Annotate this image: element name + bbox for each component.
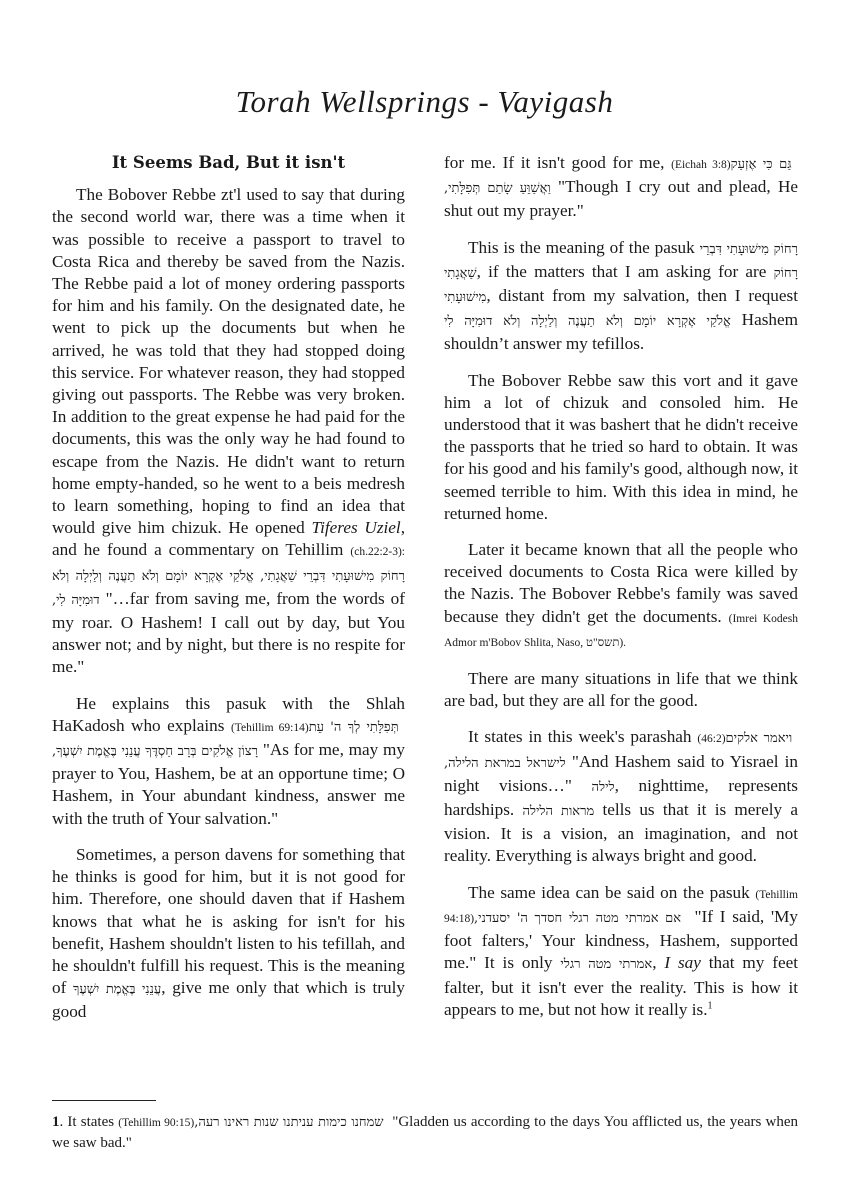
text: , if the matters that I am asking for are bbox=[476, 261, 774, 281]
footnote-divider bbox=[52, 1100, 156, 1101]
paragraph bbox=[52, 844, 405, 1024]
hebrew-quote: רָחוֹק מִישׁוּעָתִי דִּבְרֵי שַׁאֲגָתִי bbox=[444, 241, 798, 281]
hebrew-quote: אֱלֹקַי אֶקְרָא יוֹמָם וְלֹא תַעֲנֶה וְלַיְלָה וְלֹא דוּמִיָּה לִי bbox=[444, 314, 731, 330]
hebrew-quote: תְּפִלָּתִי לְךָ ה' עֵת רָצוֹן אֱלֹקִים בְּרָב חַסְדֶּךָ עֲנֵנִי בֶּאֱמֶת יִשְׁעֶךָ, bbox=[52, 719, 405, 760]
text: "Gladden us according to the days You afflicted us, the years when we saw bad." bbox=[52, 1114, 799, 1151]
hebrew-quote: רָחוֹק מִישׁוּעָתִי דִּבְרֵי שַׁאֲגָתִי, אֱלֹקַי אֶקְרָא יוֹמָם וְלֹא תַעֲנֶה וְלַיְלָה וְלֹא דוּמִיָּה לִי, bbox=[52, 568, 405, 608]
text: "…far from saving me, from the words of my roar. O Hashem! I call out by day, but You answer not; and by night, but there is no respite for me." bbox=[52, 588, 405, 677]
hebrew-quote: רָחוֹק מִישׁוּעָתִי bbox=[444, 265, 798, 306]
text: tells us that it is merely a vision. It is a vision, an imagination, and not reality. Everything is always bright and good. bbox=[444, 800, 799, 866]
emphasis: I say bbox=[664, 953, 701, 973]
text: "If I said, 'My foot falters,' Your kindness, Hashem, supported me." It is only bbox=[444, 906, 798, 973]
hebrew-quote: שמחנו כימות עניתנו שנות ראינו רעה, bbox=[194, 1115, 389, 1130]
source-citation: (Eichah 3:8) bbox=[671, 159, 731, 171]
text: Later it became known that all the people who received documents to Costa Rica were killed by the Nazis. The Bobover Rebbe's family was saved because they didn't get the documents. bbox=[444, 540, 798, 626]
paragraph bbox=[444, 539, 798, 654]
paragraph bbox=[52, 184, 405, 678]
section-heading: It Seems Bad, But it isn't bbox=[111, 153, 346, 172]
paragraph bbox=[444, 882, 798, 1021]
text: The same idea can be said on the pasuk bbox=[468, 882, 756, 902]
hebrew-quote: לילה bbox=[591, 779, 615, 795]
paragraph bbox=[444, 237, 798, 356]
paragraph bbox=[444, 152, 798, 223]
source-citation: (Tehillim 90:15) bbox=[118, 1117, 195, 1129]
hebrew-quote: ויאמר אלקים לישראל במראת הלילה, bbox=[444, 731, 798, 771]
text: , and he found a commentary on Tehillim bbox=[52, 518, 405, 560]
left-column bbox=[52, 152, 405, 1038]
text: He explains this pasuk with the Shlah HaKadosh who explains bbox=[52, 693, 405, 735]
text: The Bobover Rebbe zt'l used to say that during the second world war, there was a time when it was possible to receive a passport to travel to Costa Rica and thereby be saved from the Nazis. The Rebbe paid a lot of money ordering passports for him and his family. On the designated date, he went to pick up the documents but when he arrived, he was told that they had stopped doing this service. For whatever reason, they had stopped giving out passports. The Rebbe was very broken. In addition to the great expense he had paid for the documents, this was the only way he had found to escape from the Nazis. He didn't want to return home empty-handed, so he went to a beis medresh to learn something, hoping to find an idea that would give him chizuk. He opened bbox=[52, 185, 405, 538]
source-citation: (Tehillim 69:14) bbox=[230, 721, 309, 734]
text: "As for me, may my prayer to You, Hashem, be at an opportune time; O Hashem, in Your abundant kindness, answer me with the truth of Your salvation." bbox=[52, 740, 406, 828]
hebrew-quote: מראות הלילה bbox=[522, 804, 595, 820]
text: , nighttime, represents hardships. bbox=[444, 775, 798, 820]
text: . It states bbox=[59, 1114, 119, 1130]
text: that my feet falter, but it isn't ever the reality. This is how it appears to me, but not how it really is. bbox=[444, 953, 798, 1019]
text: , bbox=[652, 953, 665, 973]
paragraph bbox=[52, 693, 405, 830]
text: "And Hashem said to Yisrael in night visions…" bbox=[444, 751, 798, 795]
footnote-number: 1 bbox=[52, 1114, 60, 1130]
hebrew-quote: אמרתי מטה רגלי bbox=[560, 957, 653, 973]
paragraph: There are many situations in life that we think are bad, but they are all for the good. bbox=[444, 669, 798, 711]
source-citation: (Tehillim 94:18) bbox=[444, 888, 798, 925]
text: "Though I cry out and plead, He shut out my prayer." bbox=[444, 177, 798, 221]
right-column bbox=[444, 152, 798, 1035]
text: Hashem shouldn’t answer my tefillos. bbox=[444, 310, 798, 354]
text: Sometimes, a person davens for something that he thinks is good for him, but it is not good for him. Therefore, one should daven that if Hashem knows that what he is asking for isn't for his benefit, Hashem shouldn't listen to his tefillah, and he shouldn't fulfill his request. This is the meaning of bbox=[52, 844, 405, 998]
text: , distant from my salvation, then I request bbox=[486, 286, 798, 306]
page-title: Torah Wellsprings - Vayigash bbox=[235, 84, 614, 119]
text: , give me only that which is truly good bbox=[52, 978, 405, 1022]
source-citation: (Imrei Kodesh Admor m'Bobov Shlita, Naso, תשס"ט). bbox=[444, 612, 798, 649]
footnote bbox=[52, 1112, 798, 1153]
paragraph bbox=[444, 726, 798, 867]
text: for me. If it isn't good for me, bbox=[444, 153, 672, 172]
hebrew-quote: עֲנֵנִי בֶּאֱמֶת יִשְׁעֶךָ bbox=[72, 982, 162, 998]
source-citation: (46:2) bbox=[697, 733, 726, 746]
text: This is the meaning of the pasuk bbox=[468, 237, 700, 257]
hebrew-quote: גַּם כִּי אֶזְעַק וַאֲשַׁוֵּעַ שָׂתַם תְּפִלָּתִי, bbox=[444, 157, 798, 197]
footnote-ref[interactable]: 1 bbox=[707, 999, 713, 1011]
hebrew-quote: אם אמרתי מטה רגלי חסדך ה' יסעדני, bbox=[474, 910, 688, 926]
source-citation: (ch.22:2-3): bbox=[350, 546, 405, 559]
paragraph: The Bobover Rebbe saw this vort and it gave him a lot of chizuk and consoled him. He understood that it was bashert that he didn't receive the passports that he tried so hard to obtain. It was for his good and his family's good, although now, it seemed terrible to him. With this idea in mind, he returned home. bbox=[444, 370, 798, 523]
text: It states in this week's parashah bbox=[468, 727, 698, 747]
book-title: Tiferes Uziel bbox=[311, 518, 401, 538]
